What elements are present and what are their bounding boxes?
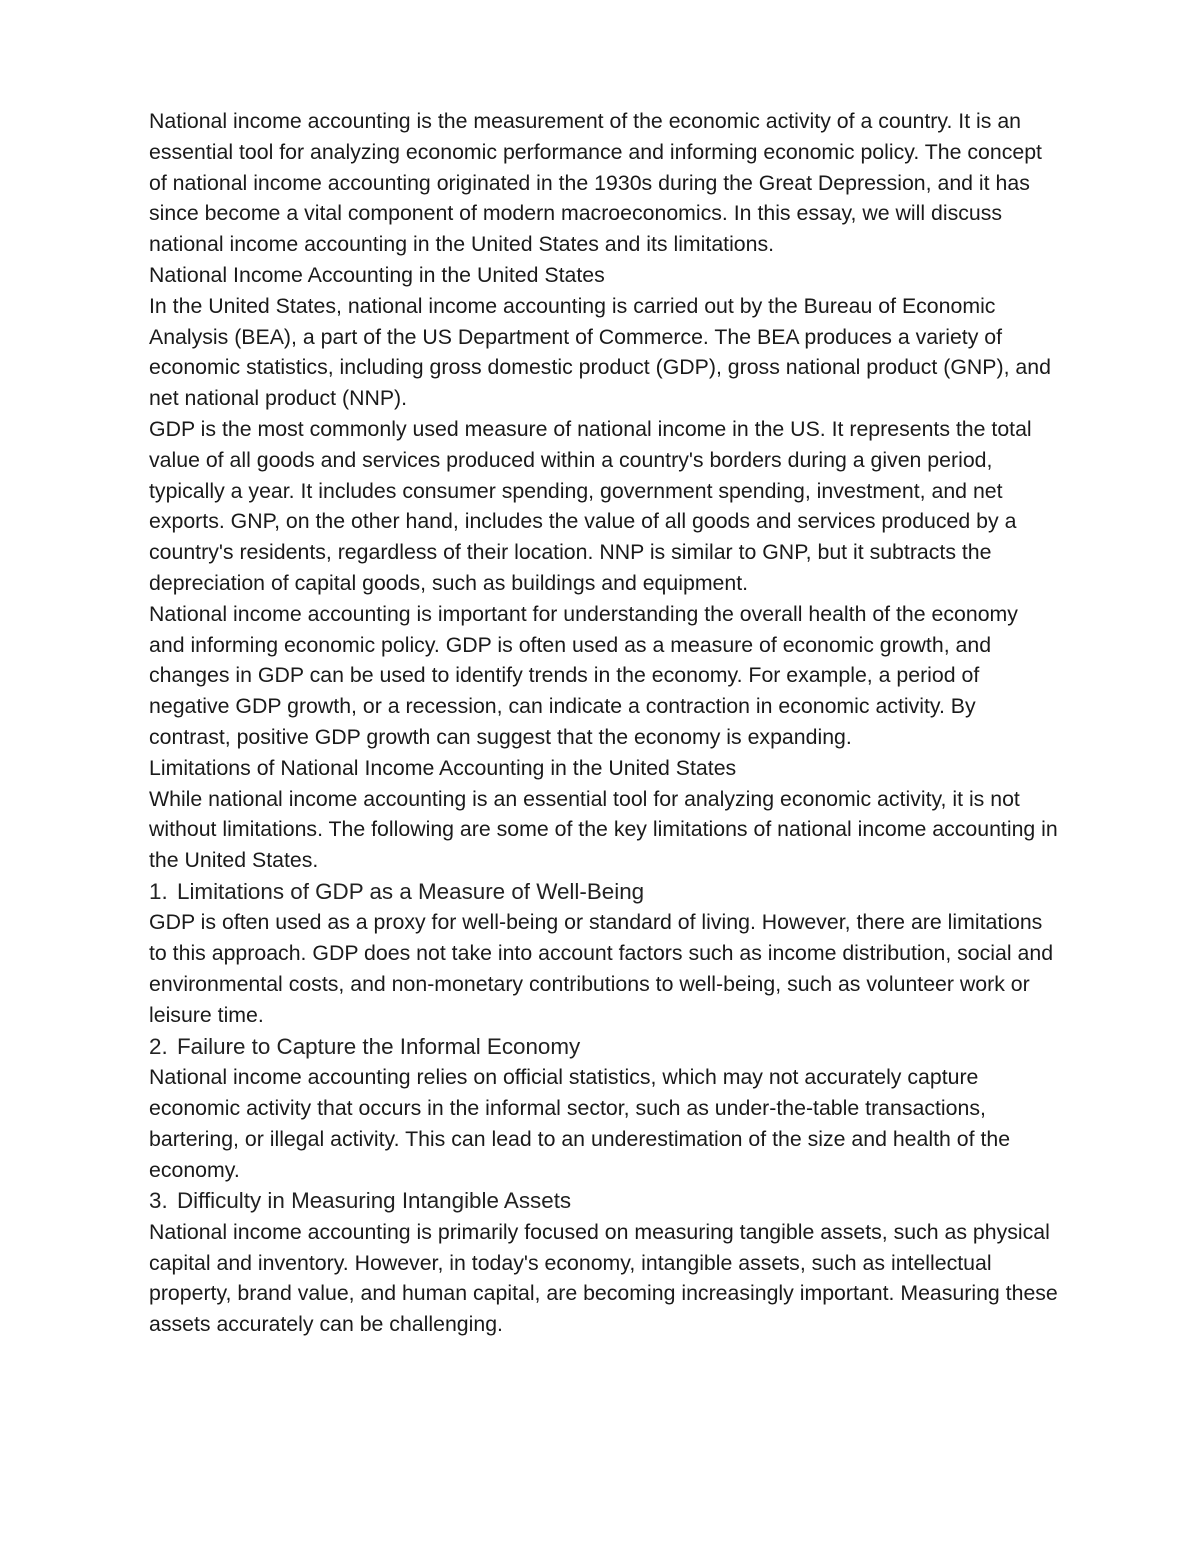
list-item-number: 2. <box>149 1033 168 1059</box>
list-item-number: 3. <box>149 1188 168 1214</box>
list-item-body: National income accounting relies on official statistics, which may not accurately capture economic activity that occurs in the informal sector, such as under-the-table transactions, bartering, or illegal activity. This can lead to an underestimation of the size and health of the economy. <box>149 1065 1011 1182</box>
intro-paragraph: National income accounting is the measurement of the economic activity of a country. It is an essential tool for analyzing economic performance and informing economic policy. The concept of national income accounting originated in the 1930s during the Great Depression, and it has since become a vital component of modern macroeconomics. In this essay, we will discuss national income accounting in the United States and its limitations. <box>149 109 1042 257</box>
section-heading-limitations: Limitations of National Income Accounting in the United States <box>149 755 737 780</box>
paragraph-importance: National income accounting is important for understanding the overall health of the economy and informing economic policy. GDP is often used as a measure of economic growth, and changes in GDP can be used to identify trends in the economy. For example, a period of negative GDP growth, or a recession, can indicate a contraction in economic activity. By contrast, positive GDP growth can suggest that the economy is expanding. <box>149 601 1018 749</box>
list-item-heading <box>149 1031 1059 1063</box>
list-item-body: National income accounting is primarily focused on measuring tangible assets, such as physical capital and inventory. However, in today's economy, intangible assets, such as intellectual property, brand value, and human capital, are becoming increasingly important. Measuring these assets accurately can be challenging. <box>149 1219 1058 1337</box>
paragraph-gdp-definition: GDP is the most commonly used measure of national income in the US. It represents the total value of all goods and services produced within a country's borders during a given period, typically a year. It includes consumer spending, government spending, investment, and net exports. GNP, on the other hand, includes the value of all goods and services produced by a country's residents, regardless of their location. NNP is similar to GNP, but it subtracts the depreciation of capital goods, such as buildings and equipment. <box>149 416 1032 595</box>
section-heading-us-accounting: National Income Accounting in the United States <box>149 262 605 287</box>
list-item-body: GDP is often used as a proxy for well-being or standard of living. However, there are limitations to this approach. GDP does not take into account factors such as income distribution, social and environmental costs, and non-monetary contributions to well-being, such as volunteer work or leisure time. <box>149 910 1054 1027</box>
list-item-number: 1. <box>149 878 168 904</box>
list-item-heading <box>149 876 1059 908</box>
document-body <box>149 106 1059 1340</box>
paragraph-limitations-intro: While national income accounting is an essential tool for analyzing economic activity, it is not without limitations. The following are some of the key limitations of national income accounting in the United States. <box>149 786 1058 873</box>
list-item-title: Difficulty in Measuring Intangible Assets <box>177 1188 572 1214</box>
list-item-title: Failure to Capture the Informal Economy <box>177 1033 581 1059</box>
list-item-heading <box>149 1185 1059 1217</box>
list-item-title: Limitations of GDP as a Measure of Well-Being <box>177 878 645 904</box>
paragraph-bea: In the United States, national income accounting is carried out by the Bureau of Economic Analysis (BEA), a part of the US Department of Commerce. The BEA produces a variety of economic statistics, including gross domestic product (GDP), gross national product (GNP), and net national product (NNP). <box>149 293 1051 411</box>
